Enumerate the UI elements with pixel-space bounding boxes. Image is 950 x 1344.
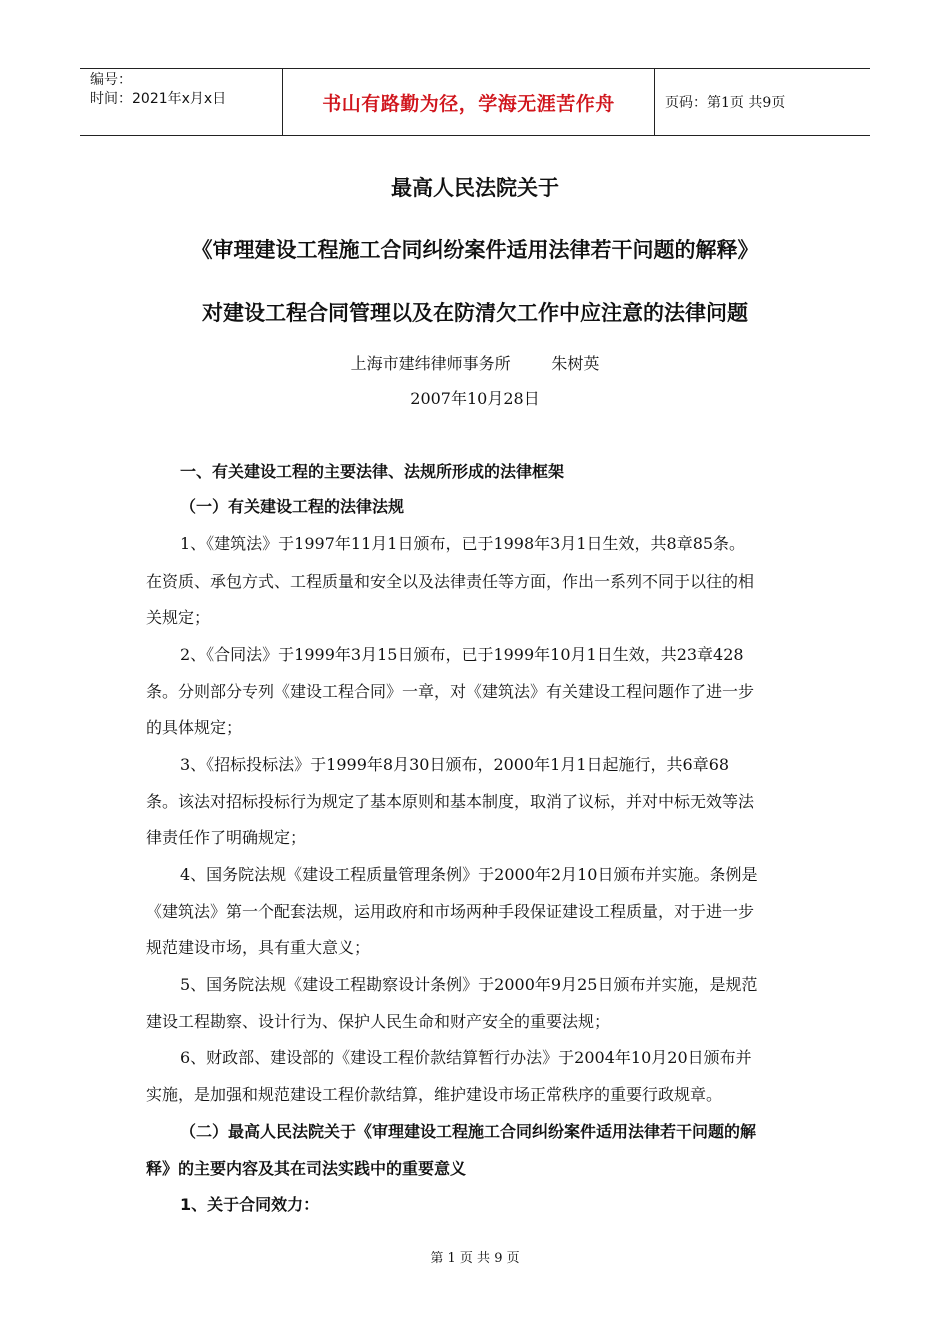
- para-1-line-1: 1、《建筑法》于1997年11月1日颁布，已于1998年3月1日生效，共8章85条。: [180, 534, 746, 553]
- para-6-line-2: 实施，是加强和规范建设工程价款结算，维护建设市场正常秩序的重要行政规章。: [146, 1085, 723, 1104]
- header-left-cell: [80, 69, 282, 135]
- para-4-line-3: 规范建设市场，具有重大意义；: [146, 938, 371, 957]
- para-1-line-2: 在资质、承包方式、工程质量和安全以及法律责任等方面，作出一系列不同于以往的相: [146, 572, 755, 591]
- para-5-line-1: 5、国务院法规《建设工程勘察设计条例》于2000年9月25日颁布并实施，是规范: [180, 975, 758, 994]
- number-label: 编号：: [90, 72, 132, 88]
- para-6-line-1: 6、财政部、建设部的《建设工程价款结算暂行办法》于2004年10月20日颁布并: [180, 1048, 752, 1067]
- page-footer: 第 1 页 共 9 页: [430, 1251, 520, 1266]
- para-4-line-2: 《建筑法》第一个配套法规，运用政府和市场两种手段保证建设工程质量，对于进一步: [146, 902, 755, 921]
- subsection-heading-1: （一）有关建设工程的法律法规: [180, 497, 405, 516]
- title-line-2: 《审理建设工程施工合同纠纷案件适用法律若干问题的解释》: [191, 238, 759, 262]
- para-2-line-2: 条。分则部分专列《建设工程合同》一章，对《建筑法》有关建设工程问题作了进一步: [146, 682, 755, 701]
- section-heading-1: 一、有关建设工程的主要法律、法规所形成的法律框架: [180, 462, 565, 481]
- para-3-line-3: 律责任作了明确规定；: [146, 828, 307, 847]
- author: 上海市建纬律师事务所 朱树英: [350, 354, 600, 373]
- para-2-line-1: 2、《合同法》于1999年3月15日颁布，已于1999年10月1日生效，共23章428: [180, 645, 744, 664]
- para-3-line-1: 3、《招标投标法》于1999年8月30日颁布，2000年1月1日起施行，共6章68: [180, 755, 730, 774]
- subsection-heading-2-line-2: 释》的主要内容及其在司法实践中的重要意义: [146, 1159, 467, 1178]
- page-label: 页码：第1页 共9页: [665, 95, 786, 111]
- para-5-line-2: 建设工程勘察、设计行为、保护人民生命和财产安全的重要法规；: [146, 1012, 611, 1031]
- date: 2007年10月28日: [410, 389, 540, 408]
- para-1-line-3: 关规定；: [146, 608, 211, 627]
- time-label: 时间：2021年x月x日: [90, 91, 227, 107]
- subsection-heading-2-line-1: （二）最高人民法院关于《审理建设工程施工合同纠纷案件适用法律若干问题的解: [180, 1122, 757, 1141]
- para-2-line-3: 的具体规定；: [146, 718, 243, 737]
- para-3-line-2: 条。该法对招标投标行为规定了基本原则和基本制度，取消了议标，并对中标无效等法: [146, 792, 755, 811]
- item-heading-1: 1、关于合同效力：: [180, 1195, 320, 1214]
- para-4-line-1: 4、国务院法规《建设工程质量管理条例》于2000年2月10日颁布并实施。条例是: [180, 865, 758, 884]
- title-line-1: 最高人民法院关于: [391, 176, 559, 200]
- motto: 书山有路勤为径，学海无涯苦作舟: [282, 69, 655, 135]
- title-line-3: 对建设工程合同管理以及在防清欠工作中应注意的法律问题: [202, 301, 748, 325]
- header-table: [80, 68, 870, 136]
